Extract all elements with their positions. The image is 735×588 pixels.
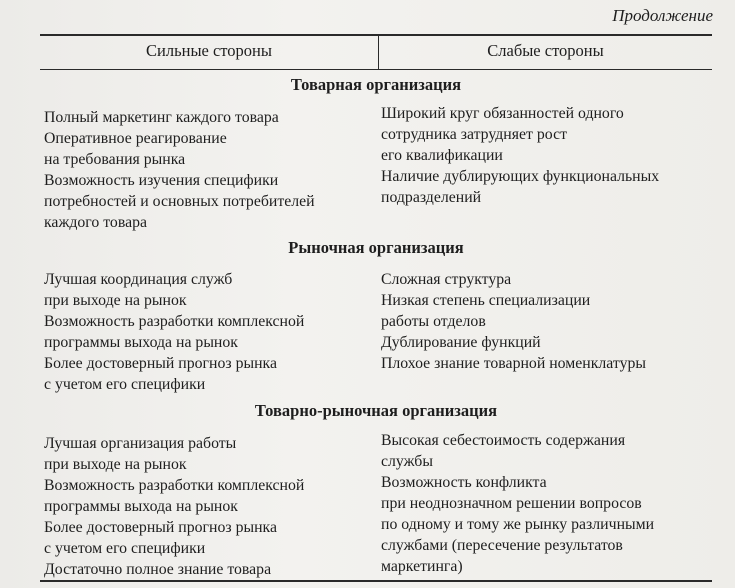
weaknesses-list-product (381, 103, 659, 208)
header-bottom-rule (40, 69, 712, 70)
strengths-list-market (44, 269, 304, 395)
weaknesses-list-market (381, 269, 646, 374)
section-title-product-market: Товарно-рыночная организация (254, 401, 498, 420)
strength-line: Возможность разработки комплексной (44, 313, 305, 330)
strength-line: при выходе на рынок (44, 456, 187, 473)
strength-line: Более достоверный прогноз рынка (44, 519, 277, 536)
weakness-line: сотрудника затрудняет рост (381, 126, 567, 143)
weakness-line: подразделений (381, 189, 482, 206)
weakness-line: его квалификации (381, 147, 503, 164)
strength-line: потребностей и основных потребителей (44, 193, 315, 210)
strength-line: при выходе на рынок (44, 292, 187, 309)
strength-line: каждого товара (44, 214, 147, 231)
strength-line: Достаточно полное знание товара (44, 561, 272, 578)
column-header-strengths: Сильные стороны (146, 41, 272, 60)
strength-line: программы выхода на рынок (44, 334, 238, 351)
weakness-line: Возможность конфликта (381, 474, 547, 491)
strengths-list-product (44, 107, 315, 233)
strength-line: Более достоверный прогноз рынка (44, 355, 277, 372)
weakness-line: маркетинга) (381, 558, 463, 575)
strength-line: на требования рынка (44, 151, 186, 168)
strength-line: Возможность изучения специфики (44, 172, 279, 189)
weakness-line: службами (пересечение результатов (381, 537, 623, 554)
strength-line: Полный маркетинг каждого товара (44, 109, 279, 126)
section-title-product: Товарная организация (290, 75, 462, 94)
column-header-weaknesses: Слабые стороны (487, 41, 604, 60)
weakness-line: по одному и тому же рынку различными (381, 516, 655, 533)
weaknesses-list-product-market (381, 430, 654, 577)
weakness-line: Сложная структура (381, 271, 512, 288)
strength-line: Лучшая организация работы (44, 435, 237, 452)
weakness-line: при неоднозначном решении вопросов (381, 495, 642, 512)
table-top-rule (40, 34, 712, 36)
weakness-line: работы отделов (381, 313, 486, 330)
strength-line: Оперативное реагирование (44, 130, 227, 147)
table-bottom-rule (40, 580, 712, 582)
weakness-line: Низкая степень специализации (381, 292, 591, 309)
strengths-list-product-market (44, 433, 304, 580)
weakness-line: службы (381, 453, 433, 470)
strength-line: с учетом его специфики (44, 376, 206, 393)
section-title-market: Рыночная организация (288, 238, 464, 257)
strength-line: Лучшая координация служб (44, 271, 233, 288)
continuation-label: Продолжение (612, 6, 713, 25)
strength-line: с учетом его специфики (44, 540, 206, 557)
strength-line: Возможность разработки комплексной (44, 477, 305, 494)
weakness-line: Дублирование функций (381, 334, 541, 351)
weakness-line: Широкий круг обязанностей одного (381, 105, 624, 122)
weakness-line: Высокая себестоимость содержания (381, 432, 626, 449)
weakness-line: Наличие дублирующих функциональных (381, 168, 660, 185)
strength-line: программы выхода на рынок (44, 498, 238, 515)
weakness-line: Плохое знание товарной номенклатуры (381, 355, 647, 372)
